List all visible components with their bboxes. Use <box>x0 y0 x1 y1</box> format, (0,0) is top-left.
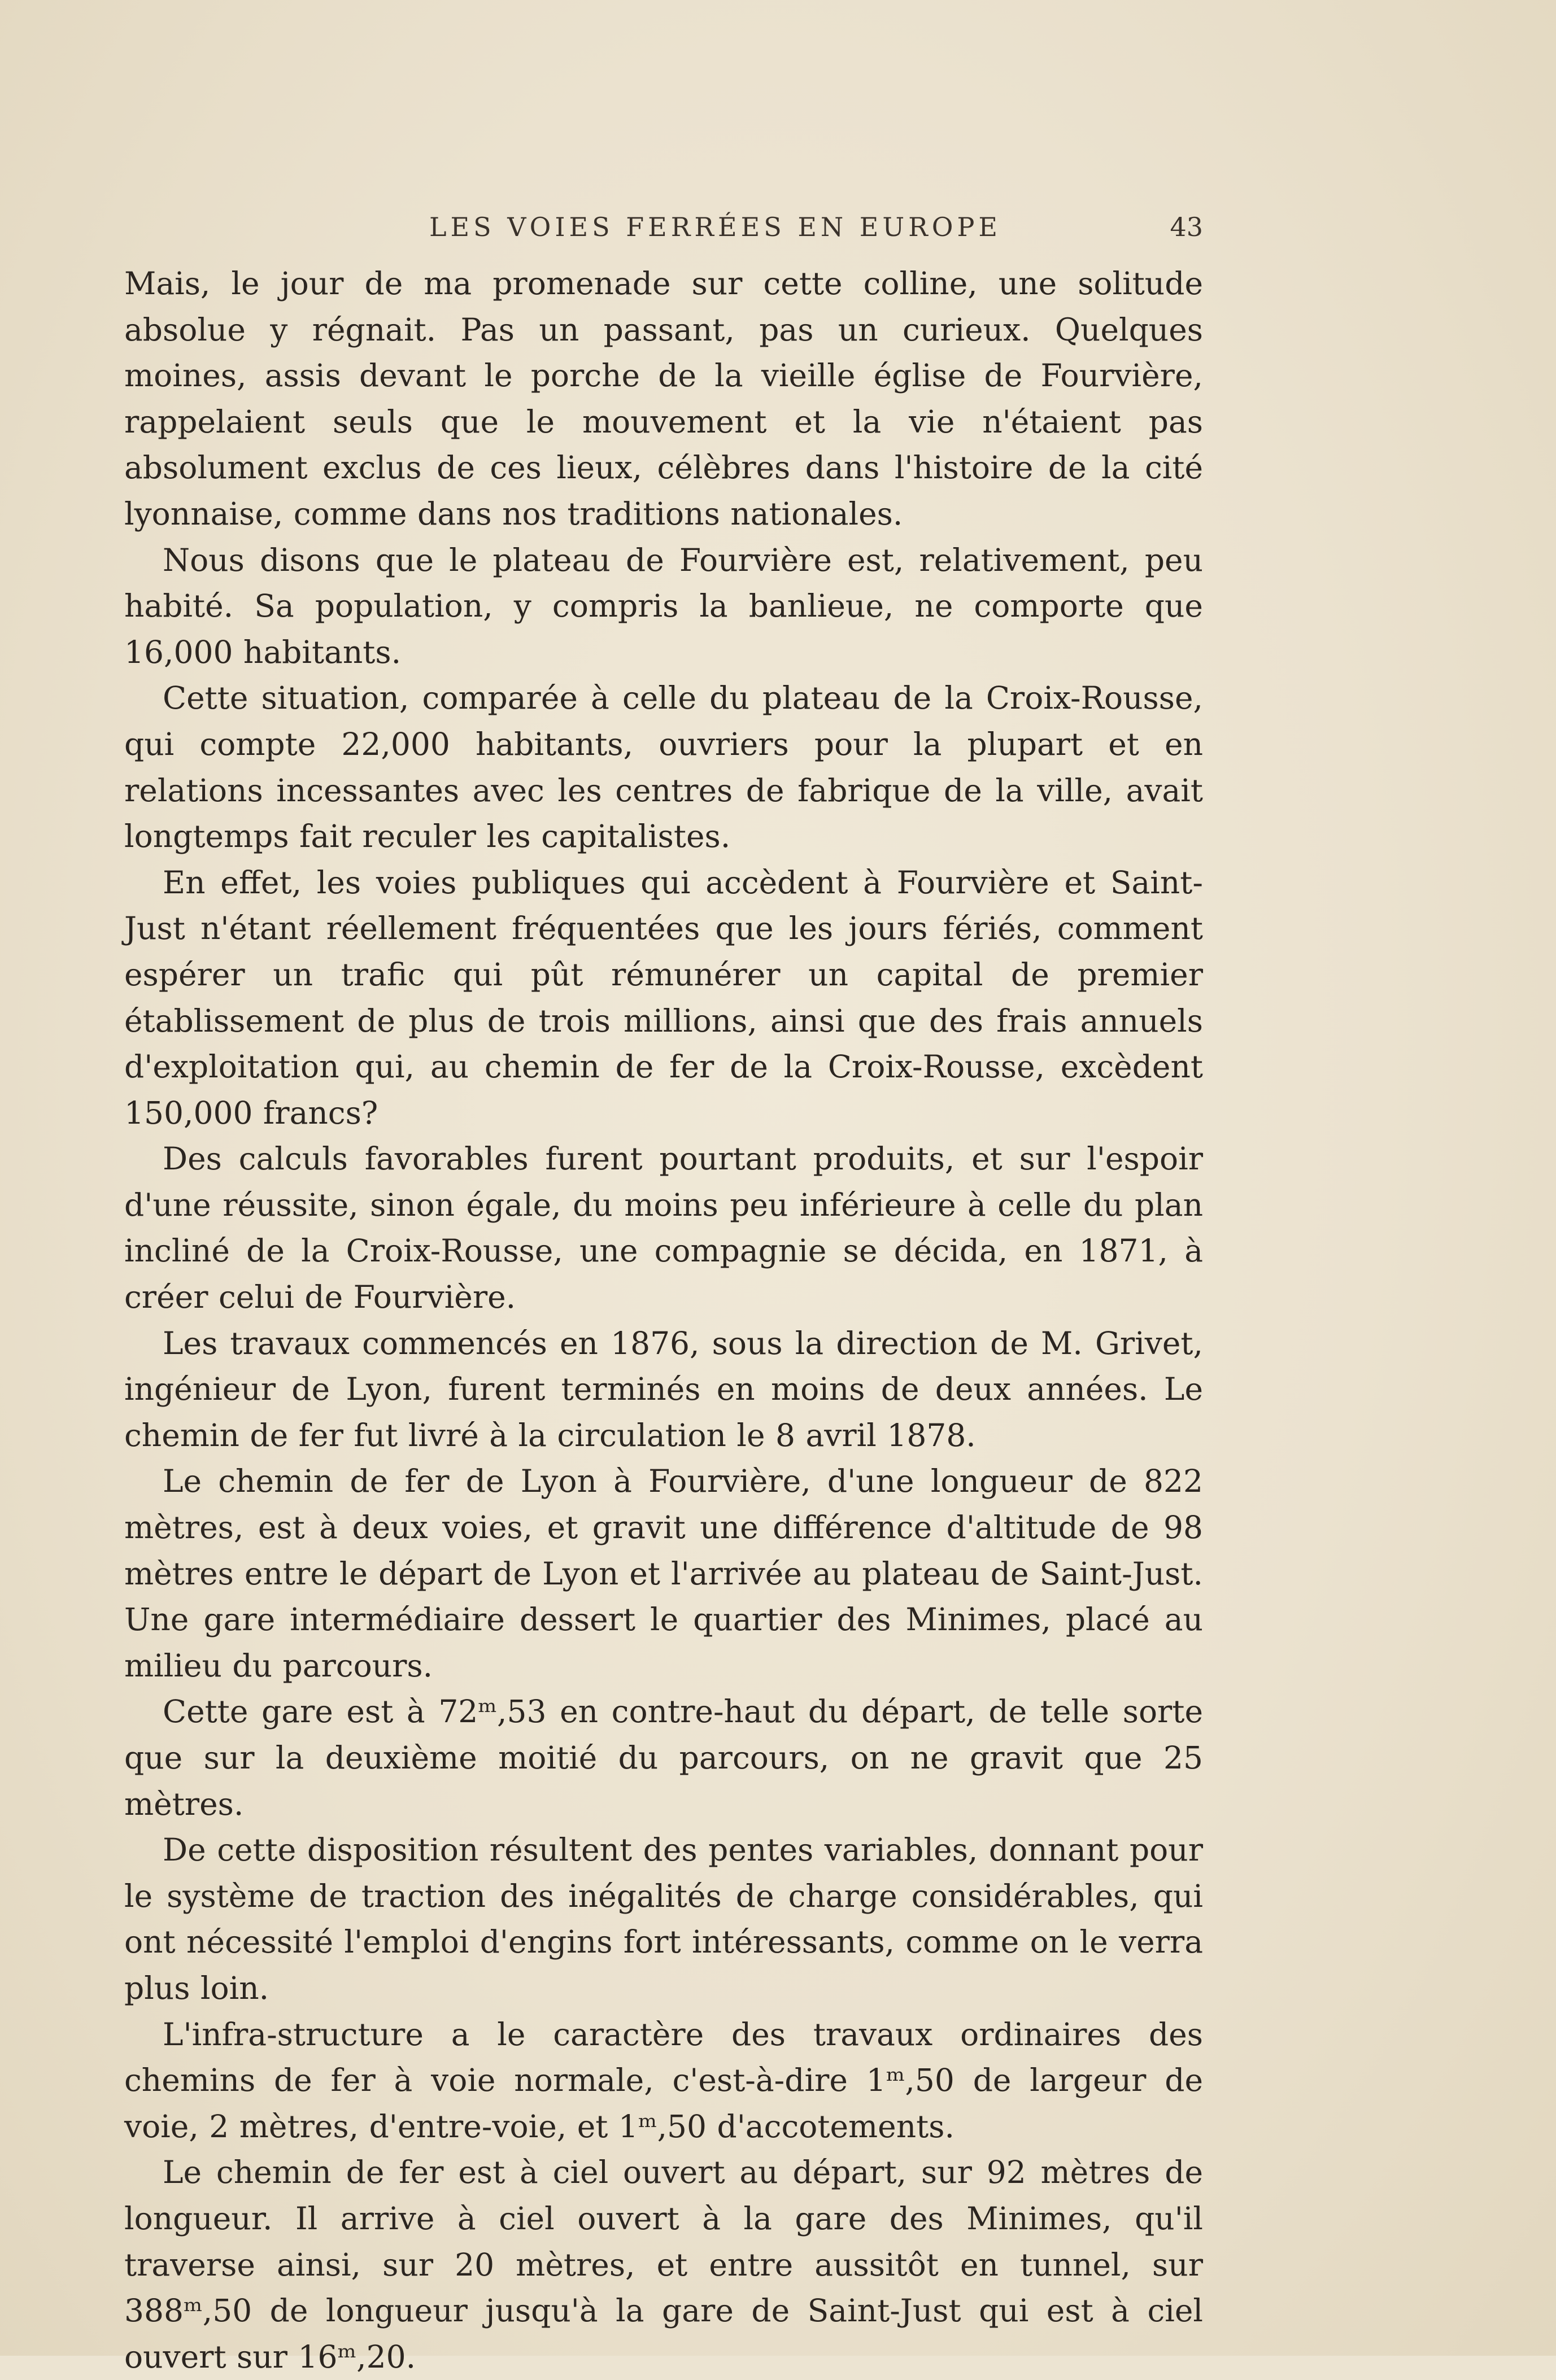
paragraph: De cette disposition résultent des pentes variables, donnant pour le système de traction des inégalités de charge considérables, qui ont nécessité l'emploi d'engins fort intéressants, comme on le verra plus loin. <box>124 1832 1203 2006</box>
paragraph: Les travaux commencés en 1876, sous la direction de M. Grivet, ingénieur de Lyon, furent terminés en moins de deux années. Le chemin de fer fut livré à la circulation le 8 avril 1878. <box>124 1325 1203 1453</box>
body-text <box>124 261 1203 2380</box>
paragraph: Cette gare est à 72ᵐ,53 en contre-haut du départ, de telle sorte que sur la deuxième moitié du parcours, on ne gravit que 25 mètres. <box>124 1693 1203 1822</box>
paragraph: Le chemin de fer est à ciel ouvert au départ, sur 92 mètres de longueur. Il arrive à ciel ouvert à la gare des Minimes, qu'il traverse ainsi, sur 20 mètres, et entre aussitôt en tunnel, sur 388ᵐ,50 de longueur jusqu'à la gare de Saint-Just qui est à ciel ouvert sur 16ᵐ,20. <box>124 2154 1203 2375</box>
paragraph: Le chemin de fer de Lyon à Fourvière, d'une longueur de 822 mètres, est à deux voies, et gravit une différence d'altitude de 98 mètres entre le départ de Lyon et l'arrivée au plateau de Saint-Just. Une gare intermédiaire dessert le quartier des Minimes, placé au milieu du parcours. <box>124 1463 1203 1684</box>
paragraph: Nous disons que le plateau de Fourvière est, relativement, peu habité. Sa population, y compris la banlieue, ne comporte que 16,000 habitants. <box>124 541 1203 670</box>
paragraph: En effet, les voies publiques qui accèdent à Fourvière et Saint-Just n'étant réellement fréquentées que les jours fériés, comment espérer un trafic qui pût rémunérer un capital de premier établissement de plus de trois millions, ainsi que des frais annuels d'exploitation qui, au chemin de fer de la Croix-Rousse, excèdent 150,000 francs? <box>124 864 1203 1131</box>
running-title: LES VOIES FERRÉES EN EUROPE <box>429 212 1002 242</box>
paragraph: Mais, le jour de ma promenade sur cette colline, une solitude absolue y régnait. Pas un passant, pas un curieux. Quelques moines, assis devant le porche de la vieille église de Fourvière, rappelaient seuls que le mouvement et la vie n'étaient pas absolument exclus de ces lieux, célèbres dans l'histoire de la cité lyonnaise, comme dans nos traditions nationales. <box>124 265 1203 532</box>
paragraph: Des calculs favorables furent pourtant produits, et sur l'espoir d'une réussite, sinon égale, du moins peu inférieure à celle du plan incliné de la Croix-Rousse, une compagnie se décida, en 1871, à créer celui de Fourvière. <box>124 1141 1203 1316</box>
paragraph: L'infra-structure a le caractère des travaux ordinaires des chemins de fer à voie normale, c'est-à-dire 1ᵐ,50 de largeur de voie, 2 mètres, d'entre-voie, et 1ᵐ,50 d'accotements. <box>124 2016 1203 2145</box>
page-number: 43 <box>1170 212 1203 242</box>
page-header <box>124 212 1203 251</box>
paragraph: Cette situation, comparée à celle du plateau de la Croix-Rousse, qui compte 22,000 habitants, ouvriers pour la plupart et en relations incessantes avec les centres de fabrique de la ville, avait longtemps fait reculer les capitalistes. <box>124 680 1203 855</box>
